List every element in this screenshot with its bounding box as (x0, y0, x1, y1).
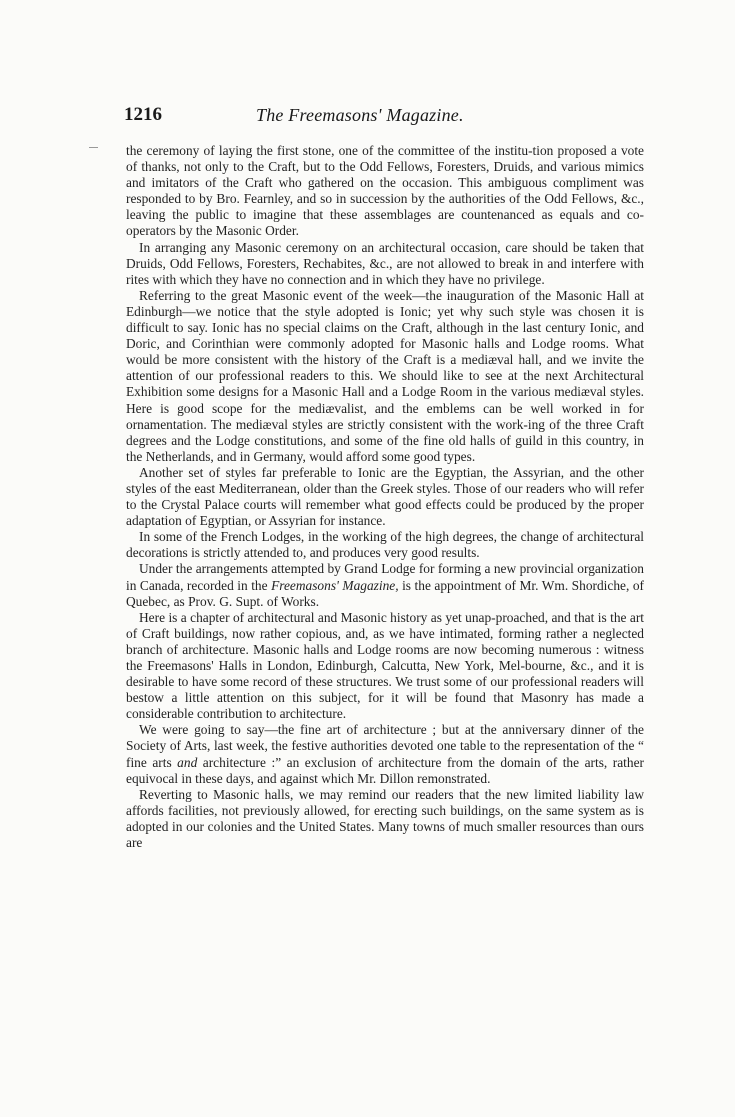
paragraph: In some of the French Lodges, in the working of the high degrees, the change of architectural decorations is strictly attended to, and produces very good results. (126, 529, 644, 561)
paragraph-text: Under the arrangements attempted by Grand Lodge for forming a new provincial organization in Canada, recorded in the (126, 561, 644, 593)
running-title: The Freemasons' Magazine. (256, 105, 464, 125)
emphasis: and (177, 754, 198, 770)
paragraph: In arranging any Masonic ceremony on an architectural occasion, care should be taken that Druids, Odd Fellows, Foresters, Rechabites, &c., are not allowed to break in and interfere with rites with which they have no connection and in which they have no privilege. (126, 239, 644, 287)
paragraph-text: We were going to say—the fine art of architecture ; but at the anniversary dinner of the Society of Arts, last week, the festive authorities devoted one table to the representation of the “ fine arts (126, 722, 644, 770)
page-header (124, 104, 644, 128)
paragraph: the ceremony of laying the first stone, one of the committee of the institu-tion proposed a vote of thanks, not only to the Craft, but to the Odd Fellows, Foresters, Druids, and various mimics and imitators of the Craft who gathered on the occasion. This ambiguous compliment was responded to by Bro. Fearnley, and so in succession by the authorities of the Odd Fellows, &c., leaving the public to imagine that these assemblages are countenanced as equals and co-operators by the Masonic Order. (126, 143, 644, 239)
paragraph: Reverting to Masonic halls, we may remind our readers that the new limited liability law affords facilities, not previously allowed, for erecting such buildings, on the same system as is adopted in our colonies and the United States. Many towns of much smaller resources than ours are (126, 786, 644, 851)
paragraph: Another set of styles far preferable to Ionic are the Egyptian, the Assyrian, and the other styles of the east Mediterranean, older than the Greek styles. Those of our readers who will refer to the Crystal Palace courts will remember what good effects could be produced by the proper adaptation of Egyptian, or Assyrian for instance. (126, 464, 644, 529)
paragraph: Here is a chapter of architectural and Masonic history as yet unap-proached, and that is the art of Craft buildings, now rather copious, and, as we have intimated, forming rather a neglected branch of architecture. Masonic halls and Lodge rooms are now becoming numerous : witness the Freemasons' Halls in London, Edinburgh, Calcutta, New York, Mel-bourne, &c., and it is desirable to have some record of these structures. We trust some of our professional readers will bestow a little attention on this subject, for it will be found that Masonry has made a considerable contribution to architecture. (126, 609, 644, 722)
paragraph-text: is the appointment of Mr. Wm. Shordiche, of Quebec, as Prov. G. Supt. of Works. (126, 577, 644, 609)
page-number: 1216 (124, 104, 162, 125)
publication-title: Freemasons' Magazine, (271, 577, 399, 593)
paragraph: Referring to the great Masonic event of the week—the inauguration of the Masonic Hall at Edinburgh—we notice that the style adopted is Ionic; yet why such style was chosen it is difficult to say. Ionic has no special claims on the Craft, although in the last century Ionic, and Doric, and Corinthian were commonly adopted for Masonic halls and Lodge rooms. What would be more consistent with the history of the Craft is a mediæval hall, and we invite the attention of our professional readers to this. We should like to see at the next Architectural Exhibition some designs for a Masonic Hall and a Lodge Room in the various mediæval styles. Here is good scope for the mediævalist, and the emblems can be well worked in for ornamentation. The mediæval styles are strictly consistent with the work-ing of the three Craft degrees and the Lodge constitutions, and some of the fine old halls of guild in this country, in the Netherlands, and in Germany, would afford some good types. (126, 287, 644, 464)
margin-mark (89, 147, 98, 148)
paragraph (126, 722, 644, 786)
paragraph-text: architecture :” an exclusion of architecture from the domain of the arts, rather equivocal in these days, and against which Mr. Dillon remonstrated. (126, 754, 644, 786)
paragraph (126, 561, 644, 609)
article-body (126, 143, 644, 851)
